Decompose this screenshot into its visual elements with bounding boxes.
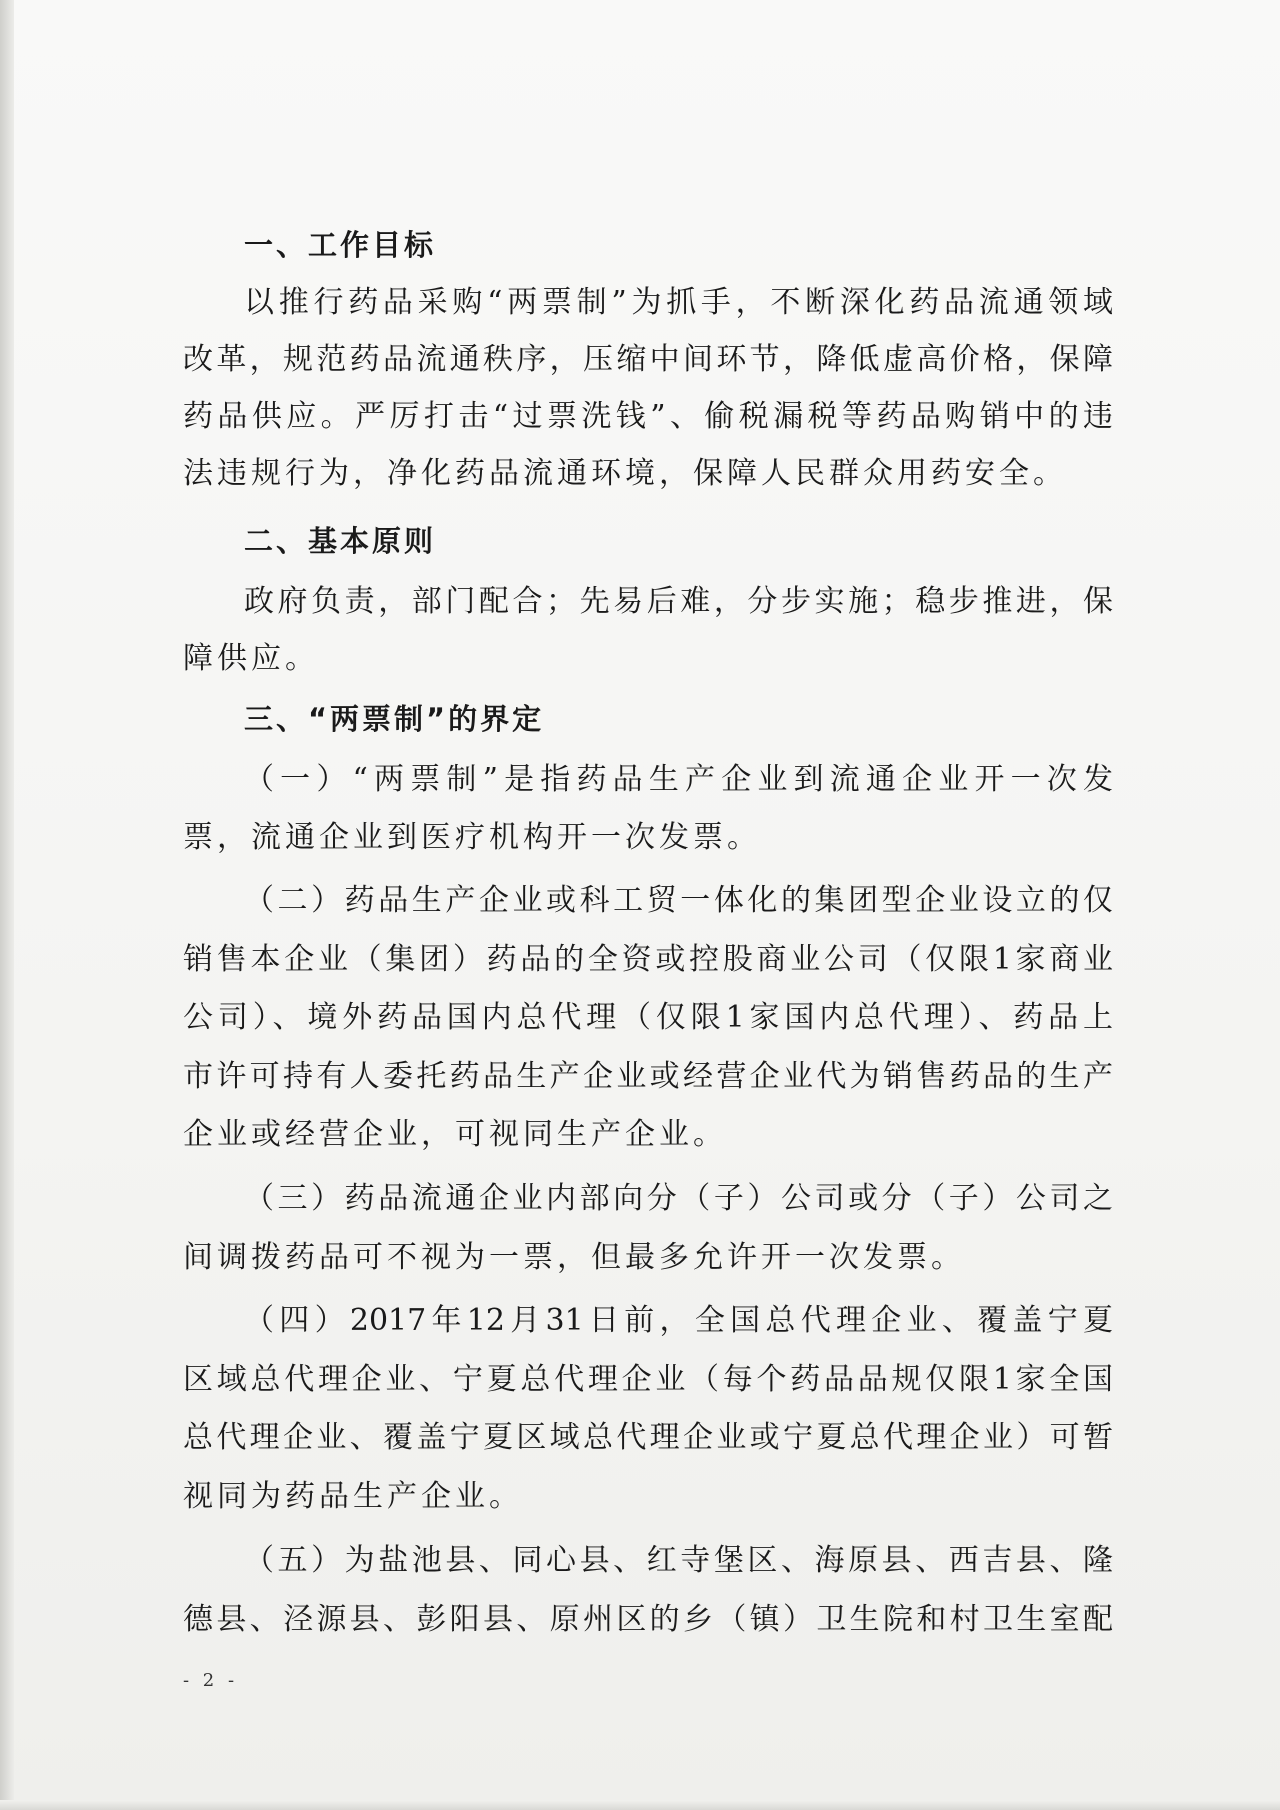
paragraph-line: 改革，规范药品流通秩序，压缩中间环节，降低虚高价格，保障 xyxy=(183,342,1113,377)
page-number: - 2 - xyxy=(183,1670,239,1691)
item-line: 企业或经营企业，可视同生产企业。 xyxy=(183,1117,727,1152)
paragraph-line: 药品供应。严厉打击“过票洗钱”、偷税漏税等药品购销中的违 xyxy=(183,399,1113,434)
paragraph-line: 障供应。 xyxy=(183,641,319,676)
item-line: （三）药品流通企业内部向分（子）公司或分（子）公司之 xyxy=(244,1181,1113,1216)
section-heading-basic-principles: 二、基本原则 xyxy=(244,524,437,558)
item-line: 市许可持有人委托药品生产企业或经营企业代为销售药品的生产 xyxy=(183,1059,1113,1094)
item-line: 视同为药品生产企业。 xyxy=(183,1479,523,1514)
scan-edge-bottom xyxy=(0,1800,1280,1810)
item-line: 区域总代理企业、宁夏总代理企业（每个药品品规仅限1家全国 xyxy=(183,1362,1113,1397)
item-line: 销售本企业（集团）药品的全资或控股商业公司（仅限1家商业 xyxy=(183,942,1113,977)
paragraph-line: 法违规行为，净化药品流通环境，保障人民群众用药安全。 xyxy=(183,456,1067,491)
paragraph-line: 以推行药品采购“两票制”为抓手，不断深化药品流通领域 xyxy=(244,285,1113,320)
item-line: 总代理企业、覆盖宁夏区域总代理企业或宁夏总代理企业）可暂 xyxy=(183,1420,1113,1455)
item-line: 间调拨药品可不视为一票，但最多允许开一次发票。 xyxy=(183,1240,965,1275)
paragraph-line: 政府负责，部门配合；先易后难，分步实施；稳步推进，保 xyxy=(244,584,1113,619)
scan-edge-left xyxy=(0,0,14,1810)
item-line: （一）“两票制”是指药品生产企业到流通企业开一次发 xyxy=(244,762,1113,797)
section-heading-definition: 三、“两票制”的界定 xyxy=(244,702,545,736)
section-heading-work-goals: 一、工作目标 xyxy=(244,228,437,262)
item-line: 公司）、境外药品国内总代理（仅限1家国内总代理）、药品上 xyxy=(183,1000,1113,1035)
item-line: 票，流通企业到医疗机构开一次发票。 xyxy=(183,820,761,855)
item-line: 德县、泾源县、彭阳县、原州区的乡（镇）卫生院和村卫生室配 xyxy=(183,1602,1113,1637)
item-line: （二）药品生产企业或科工贸一体化的集团型企业设立的仅 xyxy=(244,883,1113,918)
item-line: （四）2017年12月31日前，全国总代理企业、覆盖宁夏 xyxy=(244,1303,1113,1338)
item-line: （五）为盐池县、同心县、红寺堡区、海原县、西吉县、隆 xyxy=(244,1543,1113,1578)
